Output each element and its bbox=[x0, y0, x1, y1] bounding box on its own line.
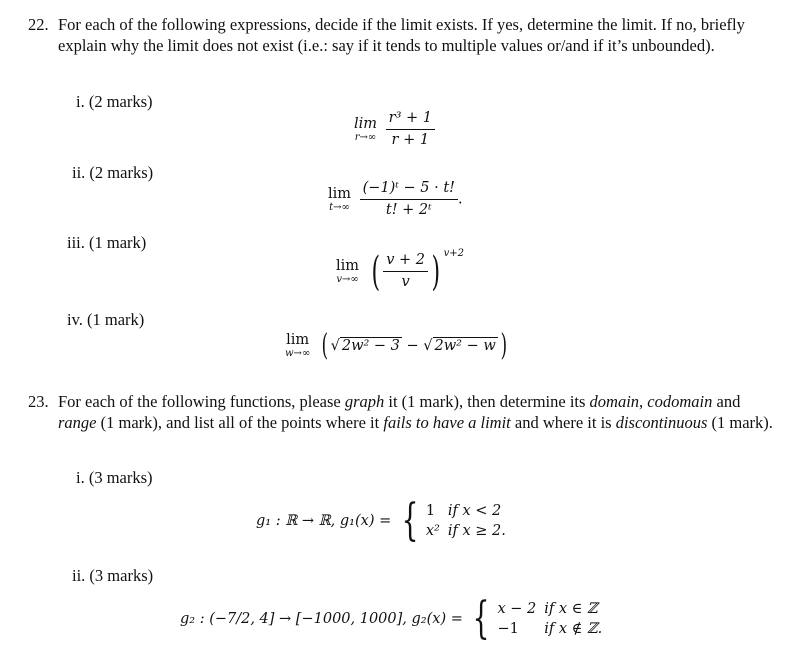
lim-subscript: t→∞ bbox=[329, 201, 350, 213]
numerator: r³ + 1 bbox=[388, 110, 432, 126]
lim-word: lim bbox=[336, 257, 360, 274]
q22-part-iv-label: iv. (1 mark) bbox=[67, 310, 145, 329]
denominator: r + 1 bbox=[386, 129, 435, 151]
radicand-a: 2w² − 3 bbox=[341, 338, 400, 354]
g1-case2-value: x² bbox=[425, 523, 440, 539]
left-brace: { bbox=[473, 593, 490, 644]
left-paren: ( bbox=[321, 328, 328, 363]
q22-expression-1 bbox=[354, 108, 435, 151]
intro-emph: graph bbox=[344, 392, 385, 411]
q23-part-ii-label: ii. (3 marks) bbox=[72, 566, 154, 585]
q22-part-ii-label: ii. (2 marks) bbox=[72, 163, 154, 182]
lim-subscript: r→∞ bbox=[354, 131, 377, 143]
question-23-number: 23. bbox=[28, 392, 49, 411]
denominator: v bbox=[383, 271, 428, 293]
g1-lhs: g₁ : ℝ → ℝ, g₁(x) = bbox=[256, 513, 392, 529]
intro-text: it (1 mark), then determine its bbox=[384, 392, 590, 411]
intro-text: For each of the following functions, please bbox=[58, 392, 345, 411]
question-22-intro: For each of the following expressions, decide if the limit exists. If yes, determine the limit. If no, briefly explain why the limit does not exist (i.e.: say if it tends to multiple values or/and if it’s unbounded). bbox=[58, 15, 745, 55]
numerator: (−1)ᵗ − 5 · t! bbox=[362, 180, 455, 196]
right-paren: ) bbox=[500, 328, 507, 363]
left-brace: { bbox=[401, 495, 419, 546]
q22-part-iii-label: iii. (1 mark) bbox=[67, 233, 147, 252]
lim-word: lim bbox=[328, 185, 352, 202]
minus-sign: − bbox=[406, 338, 419, 354]
sqrt-b: √ 2w² − w bbox=[423, 338, 496, 354]
q23-function-g1 bbox=[256, 495, 512, 546]
left-paren: ( bbox=[371, 248, 380, 295]
denominator: t! + 2ᵗ bbox=[360, 199, 458, 221]
trailing-period: . bbox=[457, 191, 463, 208]
numerator: v + 2 bbox=[386, 252, 426, 268]
q23-part-i-label: i. (3 marks) bbox=[76, 468, 153, 487]
right-paren: ) bbox=[431, 248, 441, 295]
intro-emph: fails to have a limit bbox=[383, 413, 511, 432]
lim-word: lim bbox=[286, 332, 310, 348]
g1-cases bbox=[424, 501, 512, 541]
g1-case2-condition: if x ≥ 2. bbox=[447, 523, 506, 539]
lim-word: lim bbox=[354, 115, 378, 132]
intro-text: (1 mark), and list all of the points where it bbox=[96, 413, 384, 432]
lim-subscript: w→∞ bbox=[285, 348, 311, 359]
intro-text: (1 mark). bbox=[707, 413, 773, 432]
sqrt-a: √ 2w² − 3 bbox=[330, 338, 400, 354]
g1-case1-value: 1 bbox=[425, 503, 436, 519]
g2-case1-condition: if x ∈ ℤ bbox=[544, 601, 598, 617]
question-22-number: 22. bbox=[28, 15, 49, 34]
intro-emph: range bbox=[58, 413, 97, 432]
intro-emph: discontinuous bbox=[615, 413, 708, 432]
g2-case2-value: −1 bbox=[497, 621, 519, 637]
radicand-b: 2w² − w bbox=[434, 338, 496, 354]
g2-cases bbox=[495, 599, 608, 639]
g2-lhs: g₂ : (−7/2, 4] → [−1000, 1000], g₂(x) = bbox=[180, 611, 463, 627]
g1-case1-condition: if x < 2 bbox=[447, 503, 502, 519]
q22-expression-2 bbox=[328, 178, 463, 221]
exponent: v+2 bbox=[443, 247, 465, 259]
lim-subscript: v→∞ bbox=[336, 273, 359, 285]
intro-text: , bbox=[639, 392, 648, 411]
intro-text: and bbox=[712, 392, 741, 411]
question-23-intro bbox=[58, 391, 778, 433]
intro-emph: domain bbox=[589, 392, 640, 411]
q22-expression-4 bbox=[285, 326, 509, 366]
intro-emph: codomain bbox=[647, 392, 713, 411]
g2-case2-condition: if x ∉ ℤ. bbox=[544, 621, 603, 637]
intro-text: and where it is bbox=[510, 413, 616, 432]
q22-expression-3 bbox=[336, 247, 465, 295]
q23-function-g2 bbox=[180, 593, 608, 644]
q22-part-i-label: i. (2 marks) bbox=[76, 92, 153, 111]
g2-case1-value: x − 2 bbox=[497, 601, 537, 617]
